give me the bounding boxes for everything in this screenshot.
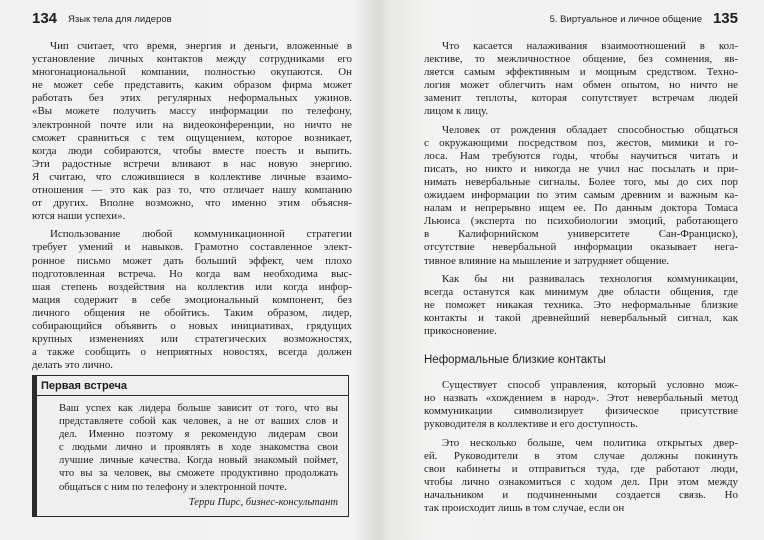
text-line: руководителя в коллективе и его доступность.: [424, 418, 638, 431]
left-page-body: [32, 40, 352, 377]
sidebar-line: представляете собой как человек, а не от ваших слов и: [59, 416, 338, 428]
text-line: писать, но никто и никогда не учил нас посылать и при-: [424, 162, 738, 175]
text-line: но назвать «хождением в народ». Этот невербальный метод: [424, 392, 738, 405]
text-line: в Калифорнийском университете Сан-Франциско),: [424, 228, 738, 241]
section-subheading: Неформальные близкие контакты: [424, 354, 606, 367]
text-line: от других. Вполне возможно, что именно этим объясня-: [32, 197, 352, 210]
sidebar-signature: Терри Пирс, бизнес-консультант: [188, 496, 338, 508]
text-line: шая степень воздействия на коллектив или когда инфор-: [32, 280, 352, 293]
left-page-number: 134: [32, 10, 58, 27]
text-line: Использование любой коммуникационной стратегии: [50, 228, 352, 241]
right-paragraphs-bottom: [424, 379, 738, 515]
text-line: электронной почте или на видеоконференции, но ничто не: [32, 118, 352, 131]
sidebar-line: с людьми лично и проявлять в ходе знакомства свои: [59, 442, 338, 454]
text-line: ожидаем информации по этим самым древним и важным ка-: [424, 189, 738, 202]
right-page-number: 135: [712, 10, 738, 27]
text-line: свои кабинеты и отправиться туда, где работают люди,: [424, 462, 738, 475]
paragraph: [32, 228, 352, 372]
text-line: тивное влияние на мышление и затрудняет общение.: [424, 254, 670, 267]
text-line: Я считаю, что сложившиеся в коллективе личные взаимо-: [32, 170, 352, 183]
text-line: всегда останутся как минимум две области общения, где: [424, 285, 738, 298]
text-line: чтобы лично ознакомиться с ходом дел. При этом между: [424, 475, 738, 488]
paragraph: [424, 379, 738, 431]
text-line: сможет сравниться с тем ощущением, которое возникает,: [32, 131, 352, 144]
text-line: Льюиса (эксперта по психобиологии эмоций, работающего: [424, 215, 738, 228]
text-line: когда люди собираются, чтобы вместе поесть и выпить.: [32, 144, 352, 157]
text-line: крупных изменениях или стратегических возможностях,: [32, 333, 352, 346]
text-line: ей. Руководители в этом случае должны покинуть: [424, 449, 738, 462]
sidebar-box: [32, 375, 349, 517]
left-running-title: Язык тела для лидеров: [68, 14, 172, 25]
paragraph: [424, 124, 738, 268]
sidebar-line: лучшие личные качества. Когда новый знакомый поймет,: [59, 455, 338, 467]
text-line: Это несколько больше, чем политика открытых двер-: [442, 436, 738, 449]
text-line: а также сообщить о неприятных новостях, всегда должен: [32, 346, 352, 359]
text-line: установление личных контактов между сотрудниками его: [32, 53, 352, 66]
text-line: Чип считает, что время, энергия и деньги, вложенные в: [50, 40, 352, 52]
text-line: прикосновение.: [424, 324, 497, 337]
text-line: Существует способ управления, который условно мож-: [442, 379, 738, 392]
left-page-header: [32, 10, 354, 30]
right-page-body: [424, 40, 738, 520]
text-line: требует умений и навыков. Грамотно составленное элект-: [32, 241, 352, 254]
text-line: отношения — это как раз то, что отличает нашу компанию: [32, 184, 352, 197]
text-line: лицом к лицу.: [424, 105, 489, 118]
sidebar-line: общаться с ним по телефону и электронной почте.: [59, 481, 287, 493]
text-line: лоса. Нам требуются годы, чтобы научиться читать и: [424, 149, 738, 162]
sidebar-title: Первая встреча: [37, 376, 348, 396]
text-line: коммуникации символизирует физическое присутствие: [424, 405, 738, 418]
text-line: собирающийся объявить о новых инициативах, грядущих: [32, 319, 352, 332]
right-page: [382, 0, 764, 540]
text-line: начальником и подчиненными создается связь. Но: [424, 488, 738, 501]
text-line: Человек от рождения обладает способностью общаться: [442, 123, 738, 136]
text-line: лективе, то межличностное общение, без сомнения, яв-: [424, 53, 738, 66]
sidebar-body: [37, 396, 348, 494]
text-line: многонациональной компании, полностью окупаются. Он: [32, 66, 352, 79]
right-page-header: [424, 10, 738, 30]
text-line: «Вы можете получить массу информации по телефону,: [32, 105, 352, 118]
sidebar-line: дел. Именно поэтому я рекомендую лидерам свои: [59, 429, 338, 441]
text-line: так происходит лишь в том случае, если он: [424, 502, 625, 514]
text-line: подготовленная встреча. Но когда вам необходима выс-: [32, 267, 352, 280]
text-line: ляется самым эффективным и мощным средством. Техно-: [424, 66, 738, 79]
text-line: работать без этих регулярных неформальных ужинов.: [32, 92, 352, 105]
text-line: мация содержит в себе эмоциональный компонент, без: [32, 293, 352, 306]
text-line: с окружающими посредством поз, жестов, мимики и го-: [424, 136, 738, 149]
sidebar-line: что вы за человек, вы сможете продуктивно продолжать: [59, 468, 338, 480]
text-line: нимать невербальные сигналы. Более того, мы до сих пор: [424, 175, 738, 188]
right-paragraphs-top: [424, 40, 738, 338]
text-line: контакты и такой древнейший невербальный сигнал, как: [424, 311, 738, 324]
text-line: личного общения не обойтись. Таким образом, лидер,: [32, 306, 352, 319]
right-running-title: 5. Виртуальное и личное общение: [549, 14, 702, 25]
paragraph: [32, 40, 352, 223]
text-line: налам и непрерывно ищем ее. По данным доктора Томаса: [424, 202, 738, 215]
text-line: делать это лично.: [32, 359, 114, 372]
text-line: не поможет никакая техника. Это неформальные близкие: [424, 298, 738, 311]
text-line: логия может облегчить нам обмен опытом, но ничто не: [424, 79, 738, 92]
paragraph: [424, 40, 738, 119]
text-line: ются наши успехи».: [32, 210, 126, 223]
text-line: заменит теплоты, которая сопутствует встречам людей: [424, 92, 738, 105]
text-line: Что касается налаживания взаимоотношений в кол-: [442, 40, 738, 52]
text-line: не может себе представить, каким образом фирма может: [32, 79, 352, 92]
paragraph: [424, 273, 738, 338]
sidebar-line: Ваш успех как лидера больше зависит от того, что вы: [59, 403, 338, 414]
paragraph: [424, 437, 738, 516]
text-line: отсутствие невербальной информации оказывает нега-: [424, 241, 738, 254]
text-line: Эти радостные встречи вливают в нас новую энергию.: [32, 157, 352, 170]
text-line: ронное письмо может дать больший эффект, чем плохо: [32, 254, 352, 267]
text-line: Как бы ни развивалась технология коммуникации,: [442, 272, 738, 285]
